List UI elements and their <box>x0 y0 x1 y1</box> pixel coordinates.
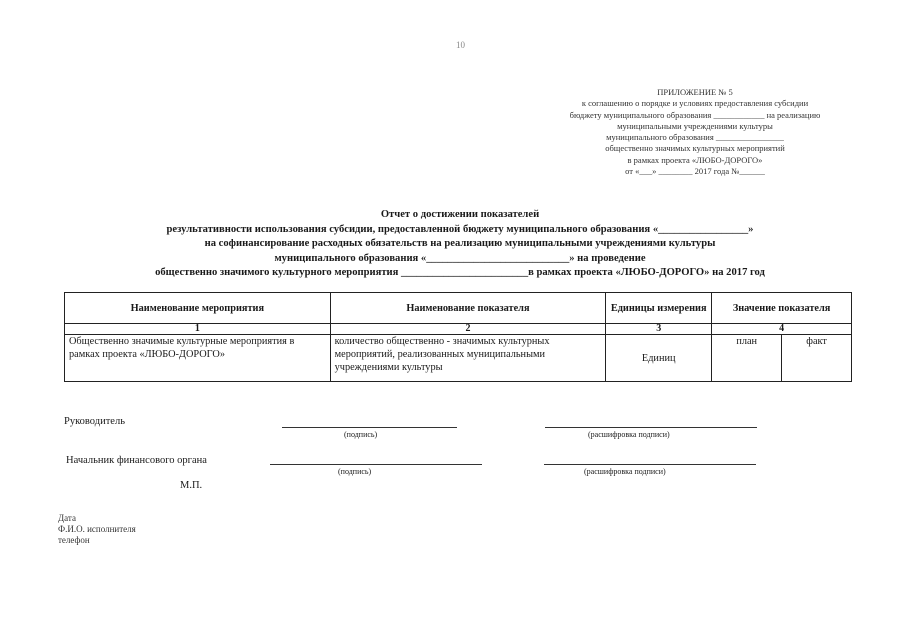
finance-label: Начальник финансового органа <box>66 455 207 466</box>
appendix-line: общественно значимых культурных мероприятий <box>605 143 785 154</box>
title-line: результативности использования субсидии, предоставленной бюджету муниципального образования «_________________» <box>166 223 754 235</box>
footer-date: Дата <box>58 513 76 523</box>
title-line: Отчет о достижении показателей <box>380 209 540 220</box>
header-value: Значение показателя <box>712 293 852 324</box>
column-number: 4 <box>712 324 852 335</box>
page-number: 10 <box>456 40 465 50</box>
report-title <box>60 208 860 281</box>
cell-event: Общественно значимые культурные мероприятия в рамках проекта «ЛЮБО-ДОРОГО» <box>65 335 331 382</box>
column-number: 3 <box>606 324 712 335</box>
value-plan-label: план <box>712 335 782 381</box>
cell-value <box>712 335 852 382</box>
head-decode-caption: (расшифровка подписи) <box>588 430 670 439</box>
finance-signature-line <box>270 464 482 465</box>
title-line: общественно значимого культурного мероприятия ________________________в рамках проекта «ЛЮБО-ДОРОГО» на 2017 год <box>155 267 765 278</box>
appendix-line: к соглашению о порядке и условиях предоставления субсидии <box>581 98 809 109</box>
appendix-line: в рамках проекта «ЛЮБО-ДОРОГО» <box>627 154 763 165</box>
header-unit: Единицы измерения <box>606 293 712 324</box>
finance-decode-caption: (расшифровка подписи) <box>584 467 666 476</box>
head-decode-line <box>545 427 757 428</box>
column-number: 1 <box>65 324 331 335</box>
head-signature-caption: (подпись) <box>344 430 378 439</box>
title-line: на софинансирование расходных обязательств на реализацию муниципальными учреждениями культуры <box>204 238 716 249</box>
cell-indicator: количество общественно - значимых культурных мероприятий, реализованных муниципальными учреждениями культуры <box>330 335 606 382</box>
header-event: Наименование мероприятия <box>65 293 331 324</box>
appendix-line: от «___» ________ 2017 года №______ <box>625 166 765 177</box>
footer-block <box>58 513 136 546</box>
column-number: 2 <box>330 324 606 335</box>
header-indicator: Наименование показателя <box>330 293 606 324</box>
finance-decode-line <box>544 464 756 465</box>
stamp-label: М.П. <box>180 480 203 491</box>
head-signature-line <box>282 427 457 428</box>
footer-executor: Ф.И.О. исполнителя <box>58 524 136 534</box>
footer-phone: телефон <box>58 535 90 545</box>
head-label: Руководитель <box>64 416 125 427</box>
value-subtable <box>712 335 851 381</box>
appendix-line: ПРИЛОЖЕНИЕ № 5 <box>657 87 733 97</box>
cell-unit: Единиц <box>606 335 712 382</box>
appendix-header <box>545 87 845 177</box>
value-fact-label: факт <box>806 336 827 347</box>
finance-signature-caption: (подпись) <box>338 467 372 476</box>
report-table <box>64 292 852 382</box>
appendix-line: муниципальными учреждениями культуры <box>617 120 773 131</box>
appendix-line: бюджету муниципального образования ____________ на реализацию <box>569 109 821 120</box>
appendix-line: муниципального образования ________________ <box>606 132 784 143</box>
title-line: муниципального образования «___________________________» на проведение <box>274 252 646 264</box>
